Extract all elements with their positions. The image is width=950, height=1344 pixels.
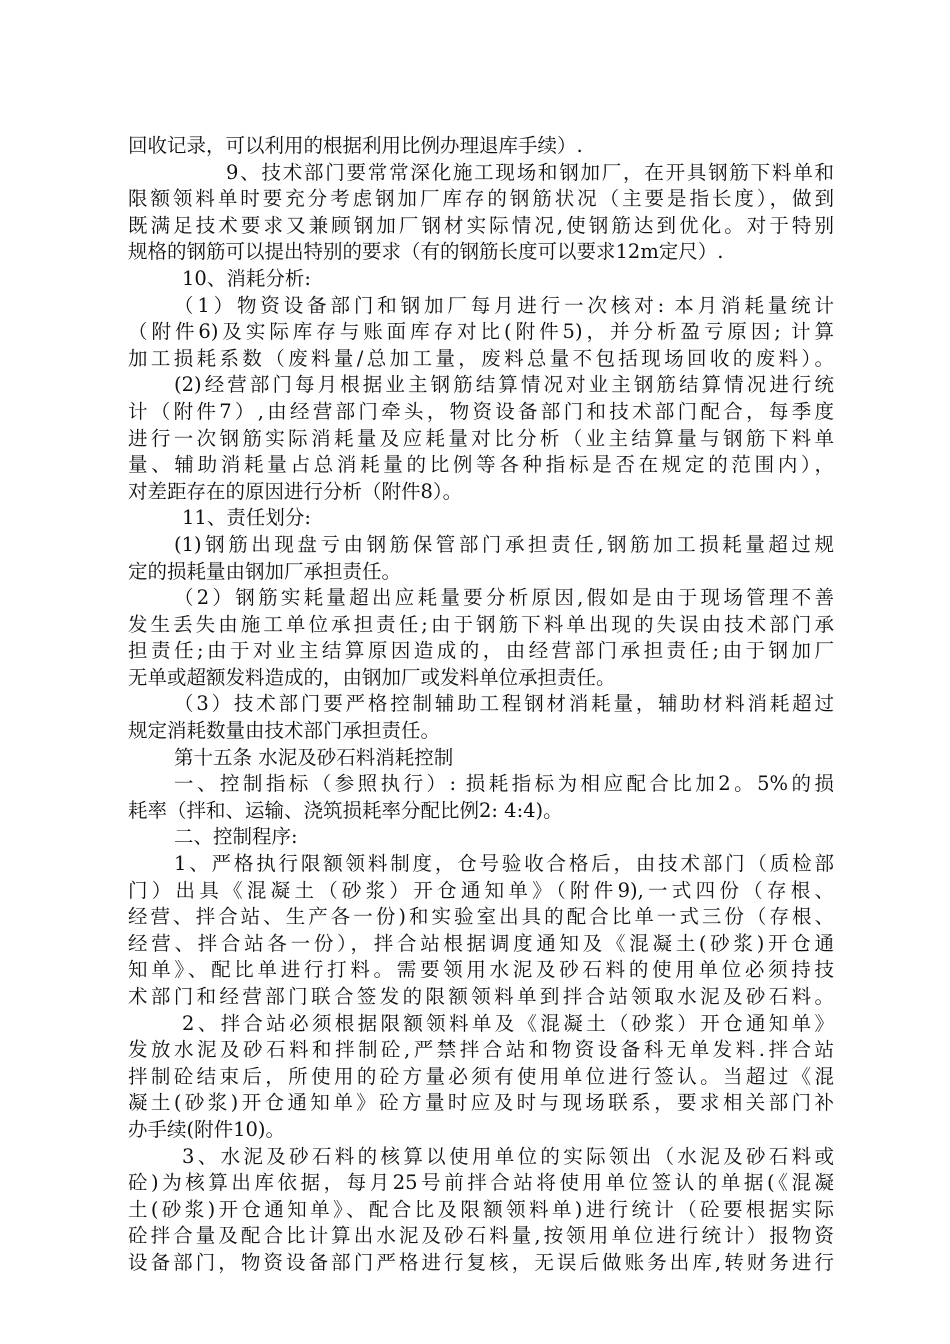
text-line: 11、责任划分: xyxy=(182,506,311,530)
text-line: 规定消耗数量由技术部门承担责任。 xyxy=(128,719,441,743)
text-line: 耗率（拌和、运输、浇筑损耗率分配比例2: 4:4)。 xyxy=(128,798,563,822)
text-line: 拌制砼结束后，所使用的砼方量必须有使用单位进行签认。当超过《混 xyxy=(128,1064,834,1088)
text-line: 经营、拌合站各一份），拌合站根据调度通知及《混凝土(砂浆)开仓通 xyxy=(128,931,834,955)
text-line: 经营、拌合站、生产各一份)和实验室出具的配合比单一式三份（存根、 xyxy=(128,905,834,929)
text-line: 1、严格执行限额领料制度，仓号验收合格后，由技术部门（质检部 xyxy=(174,852,834,876)
text-line: 办手续(附件10)。 xyxy=(128,1117,286,1141)
text-line: 规格的钢筋可以提出特别的要求（有的钢筋长度可以要求12m定尺）. xyxy=(128,240,724,264)
text-line: 计（附件7）,由经营部门牵头，物资设备部门和技术部门配合，每季度 xyxy=(128,399,834,423)
text-line: 定的损耗量由钢加厂承担责任。 xyxy=(128,559,402,583)
text-line: 对差距存在的原因进行分析（附件8）。 xyxy=(128,479,463,503)
text-line: 回收记录，可以利用的根据利用比例办理退库手续）. xyxy=(128,134,583,157)
text-line: (2)经营部门每月根据业主钢筋结算情况对业主钢筋结算情况进行统 xyxy=(174,373,834,397)
text-line: (1)钢筋出现盘亏由钢筋保管部门承担责任,钢筋加工损耗量超过规 xyxy=(174,532,834,556)
text-line: （附件6)及实际库存与账面库存对比(附件5)，并分析盈亏原因; 计算 xyxy=(128,320,834,344)
text-line: 担责任;由于对业主结算原因造成的，由经营部门承担责任;由于钢加厂 xyxy=(128,639,834,663)
text-line: （1）物资设备部门和钢加厂每月进行一次核对: 本月消耗量统计 xyxy=(174,293,834,317)
text-line: 凝土(砂浆)开仓通知单》砼方量时应及时与现场联系，要求相关部门补 xyxy=(128,1091,834,1115)
text-line: 土(砂浆)开仓通知单》、配合比及限额领料单)进行统计（砼要根据实际 xyxy=(128,1197,834,1221)
text-line: （2）钢筋实耗量超出应耗量要分析原因,假如是由于现场管理不善 xyxy=(174,586,834,610)
text-line: 无单或超额发料造成的，由钢加厂或发料单位承担责任。 xyxy=(128,665,616,689)
text-line: 砼拌合量及配合比计算出水泥及砂石料量,按领用单位进行统计）报物资 xyxy=(128,1224,834,1248)
text-line: 砼)为核算出库依据，每月25号前拌合站将使用单位签认的单据(《混凝 xyxy=(128,1171,834,1195)
text-line: 发生丢失由施工单位承担责任;由于钢筋下料单出现的失误由技术部门承 xyxy=(128,612,834,636)
text-line: 二、控制程序: xyxy=(174,825,298,849)
text-line: 量、辅助消耗量占总消耗量的比例等各种指标是否在规定的范围内）， xyxy=(128,453,834,477)
text-line: 加工损耗系数（废料量/总加工量，废料总量不包括现场回收的废料）。 xyxy=(128,346,834,370)
text-line: 既满足技术要求又兼顾钢加厂钢材实际情况,使钢筋达到优化。对于特别 xyxy=(128,213,834,237)
text-line: 10、消耗分析: xyxy=(182,266,311,290)
text-line: （3）技术部门要严格控制辅助工程钢材消耗量，辅助材料消耗超过 xyxy=(174,692,834,716)
text-line: 门）出具《混凝土（砂浆）开仓通知单》（附件9),一式四份（存根、 xyxy=(128,878,834,902)
text-line: 2、拌合站必须根据限额领料单及《混凝土（砂浆）开仓通知单》 xyxy=(182,1011,834,1035)
text-line: 知单》、配比单进行打料。需要领用水泥及砂石料的使用单位必须持技 xyxy=(128,958,834,982)
text-line: 第十五条 水泥及砂石料消耗控制 xyxy=(174,745,454,769)
text-line: 进行一次钢筋实际消耗量及应耗量对比分析（业主结算量与钢筋下料单 xyxy=(128,426,834,450)
text-line: 3、水泥及砂石料的核算以使用单位的实际领出（水泥及砂石料或 xyxy=(182,1144,834,1168)
text-line: 一、控制指标（参照执行）: 损耗指标为相应配合比加2。5%的损 xyxy=(174,772,834,796)
document-body xyxy=(128,133,834,1277)
text-line: 限额领料单时要充分考虑钢加厂库存的钢筋状况（主要是指长度），做到 xyxy=(128,187,834,211)
text-line: 设备部门，物资设备部门严格进行复核，无误后做账务出库,转财务进行 xyxy=(128,1250,834,1274)
text-line: 术部门和经营部门联合签发的限额领料单到拌合站领取水泥及砂石料。 xyxy=(128,985,834,1008)
text-line: 9、技术部门要常常深化施工现场和钢加厂，在开具钢筋下料单和 xyxy=(226,160,834,184)
text-line: 发放水泥及砂石料和拌制砼,严禁拌合站和物资设备科无单发料.拌合站 xyxy=(128,1038,834,1062)
